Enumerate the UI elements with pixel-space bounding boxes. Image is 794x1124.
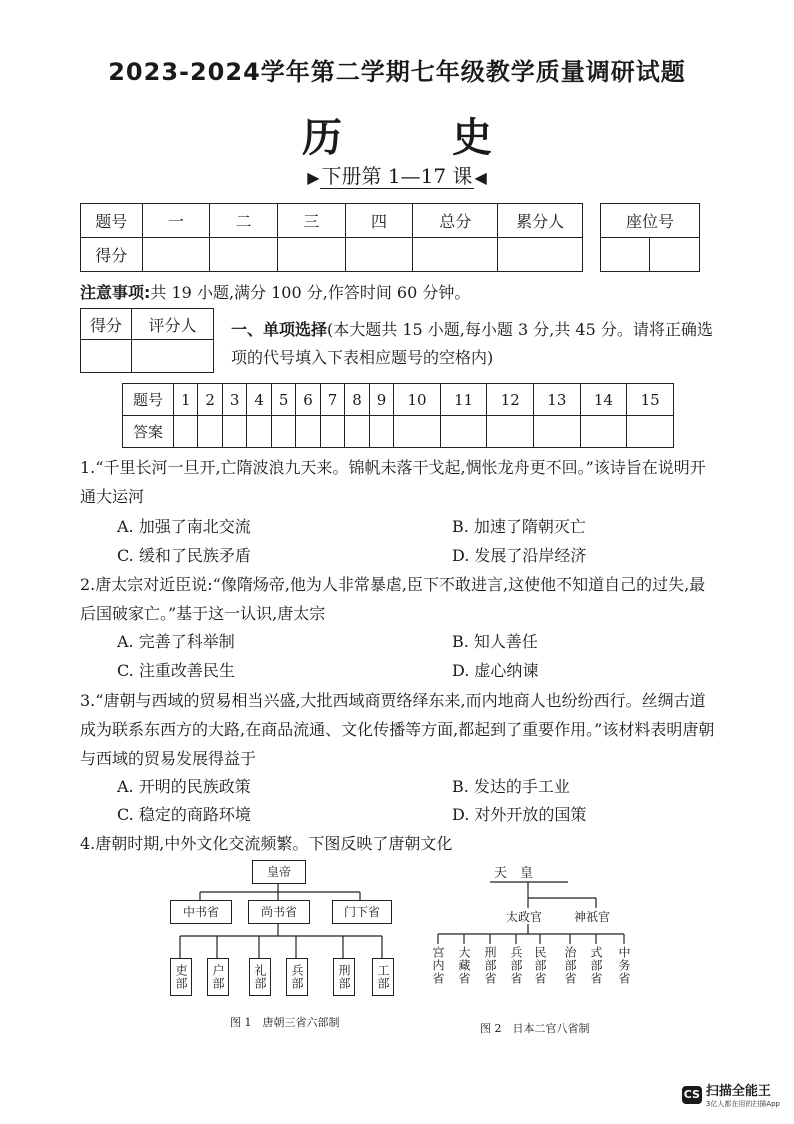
grader-name-label: 评分人 bbox=[132, 309, 214, 340]
scope-text: 下册第 1—17 课 bbox=[321, 164, 473, 188]
score-cell: 得分 bbox=[81, 238, 143, 272]
ministry-label: 中务省 bbox=[617, 946, 631, 985]
question-2 bbox=[80, 570, 720, 628]
option-b: B. 加速了隋朝灭亡 bbox=[452, 517, 586, 536]
subject-title: 历 史 bbox=[302, 114, 540, 161]
watermark-name: 扫描全能王 bbox=[705, 1084, 771, 1099]
answer-input-cell[interactable] bbox=[369, 416, 393, 448]
watermark-tagline: 3亿人都在用的扫描App bbox=[705, 1100, 780, 1108]
answer-number: 6 bbox=[296, 384, 320, 416]
answer-input-cell[interactable] bbox=[198, 416, 222, 448]
figure1-caption: 图 1 唐朝三省六部制 bbox=[230, 1016, 340, 1029]
score-cell: 一 bbox=[142, 204, 210, 238]
score-input-cell[interactable] bbox=[413, 238, 498, 272]
option-a: A. 开明的民族政策 bbox=[117, 777, 251, 796]
option-c: C. 注重改善民生 bbox=[117, 661, 235, 680]
emperor-box: 皇帝 bbox=[252, 860, 306, 884]
score-cell: 题号 bbox=[81, 204, 143, 238]
option-d: D. 虚心纳谏 bbox=[452, 661, 539, 680]
answer-input-row bbox=[123, 416, 674, 448]
grader-score-label: 得分 bbox=[81, 309, 132, 340]
option-c: C. 缓和了民族矛盾 bbox=[117, 546, 251, 565]
score-cell: 累分人 bbox=[498, 204, 583, 238]
ministry-box: 吏部 bbox=[170, 958, 192, 996]
dajokan-label: 太政官 bbox=[506, 910, 543, 924]
shangshu-box: 尚书省 bbox=[248, 900, 310, 924]
section-heading bbox=[231, 316, 721, 372]
option-b: B. 知人善任 bbox=[452, 632, 538, 651]
seat-input-cell[interactable] bbox=[601, 238, 650, 272]
exam-title: 2023-2024学年第二学期七年级教学质量调研试题 bbox=[108, 58, 686, 86]
option-a: A. 加强了南北交流 bbox=[117, 517, 251, 536]
question-stem: 2.唐太宗对近臣说:“像隋炀帝,他为人非常暴虐,臣下不敢进言,这使他不知道自己的过失,最后国破家亡。”基于这一认识,唐太宗 bbox=[80, 575, 706, 623]
score-cell: 四 bbox=[345, 204, 413, 238]
answer-row-label: 题号 bbox=[123, 384, 174, 416]
seat-label: 座位号 bbox=[601, 204, 700, 238]
score-table bbox=[80, 203, 583, 272]
section-desc: (本大题共 15 小题,每小题 3 分,共 45 分。请将正确选项的代号填入下表相应题号的空格内) bbox=[231, 320, 713, 367]
answer-input-cell[interactable] bbox=[440, 416, 487, 448]
ministry-box: 工部 bbox=[372, 958, 394, 996]
question-4 bbox=[80, 829, 720, 858]
answer-input-cell[interactable] bbox=[345, 416, 369, 448]
figure2-caption: 图 2 日本二官八省制 bbox=[480, 1022, 590, 1035]
score-input-cell[interactable] bbox=[277, 238, 345, 272]
score-input-cell[interactable] bbox=[210, 238, 278, 272]
answer-input-cell[interactable] bbox=[394, 416, 441, 448]
answer-input-cell[interactable] bbox=[627, 416, 674, 448]
answer-input-cell[interactable] bbox=[580, 416, 627, 448]
figure-tang-system bbox=[160, 858, 400, 1048]
answer-number: 15 bbox=[627, 384, 674, 416]
tenno-label: 天 皇 bbox=[494, 866, 534, 881]
answer-number: 2 bbox=[198, 384, 222, 416]
score-value-row bbox=[81, 238, 583, 272]
ministry-label: 大藏省 bbox=[457, 946, 471, 985]
grader-table bbox=[80, 308, 214, 373]
answer-input-cell[interactable] bbox=[320, 416, 344, 448]
figure-japan-system bbox=[428, 858, 648, 1048]
answer-number: 13 bbox=[534, 384, 581, 416]
answer-number: 5 bbox=[271, 384, 295, 416]
question-stem: 4.唐朝时期,中外文化交流频繁。下图反映了唐朝文化 bbox=[80, 834, 453, 853]
answer-number: 10 bbox=[394, 384, 441, 416]
ministry-box: 礼部 bbox=[249, 958, 271, 996]
ministry-label: 兵部省 bbox=[509, 946, 523, 985]
answer-number-row bbox=[123, 384, 674, 416]
menxia-box: 门下省 bbox=[332, 900, 392, 924]
answer-input-cell[interactable] bbox=[487, 416, 534, 448]
ministry-label: 式部省 bbox=[589, 946, 603, 985]
score-input-cell[interactable] bbox=[498, 238, 583, 272]
option-a: A. 完善了科举制 bbox=[117, 632, 235, 651]
notice-text: 共 19 小题,满分 100 分,作答时间 60 分钟。 bbox=[150, 283, 471, 302]
score-header-row bbox=[81, 204, 583, 238]
answer-number: 14 bbox=[580, 384, 627, 416]
scanner-watermark bbox=[682, 1080, 780, 1109]
score-input-cell[interactable] bbox=[345, 238, 413, 272]
answer-number: 7 bbox=[320, 384, 344, 416]
answer-number: 1 bbox=[174, 384, 198, 416]
answer-number: 12 bbox=[487, 384, 534, 416]
answer-input-cell[interactable] bbox=[534, 416, 581, 448]
option-d: D. 发展了沿岸经济 bbox=[452, 546, 587, 565]
ministry-label: 民部省 bbox=[533, 946, 547, 985]
section-title: 一、单项选择 bbox=[231, 320, 328, 339]
question-3 bbox=[80, 686, 720, 773]
answer-row-label: 答案 bbox=[123, 416, 174, 448]
ministry-label: 宫内省 bbox=[431, 946, 445, 985]
option-b: B. 发达的手工业 bbox=[452, 777, 570, 796]
option-d: D. 对外开放的国策 bbox=[452, 805, 587, 824]
ministry-box: 兵部 bbox=[286, 958, 308, 996]
ministry-label: 刑部省 bbox=[483, 946, 497, 985]
ministry-box: 户部 bbox=[207, 958, 229, 996]
score-input-cell[interactable] bbox=[142, 238, 210, 272]
option-c: C. 稳定的商路环境 bbox=[117, 805, 251, 824]
score-cell: 总分 bbox=[413, 204, 498, 238]
left-triangle-icon: ◀ bbox=[474, 168, 487, 187]
score-cell: 二 bbox=[210, 204, 278, 238]
camscanner-icon: CS bbox=[682, 1086, 702, 1104]
answer-number: 8 bbox=[345, 384, 369, 416]
answer-number: 11 bbox=[440, 384, 487, 416]
question-stem: 1.“千里长河一旦开,亡隋波浪九天来。锦帆未落干戈起,惆怅龙舟更不回。”该诗旨在说明开通大运河 bbox=[80, 458, 706, 506]
answer-input-cell[interactable] bbox=[222, 416, 246, 448]
notice-label: 注意事项: bbox=[80, 283, 151, 302]
jingikan-label: 神祇官 bbox=[574, 910, 611, 924]
answer-table bbox=[122, 383, 674, 448]
ministry-label: 治部省 bbox=[563, 946, 577, 985]
answer-number: 4 bbox=[247, 384, 271, 416]
answer-input-cell[interactable] bbox=[247, 416, 271, 448]
answer-input-cell[interactable] bbox=[271, 416, 295, 448]
grader-input-cell[interactable] bbox=[81, 340, 132, 373]
notice bbox=[80, 280, 470, 303]
right-triangle-icon: ▶ bbox=[307, 168, 320, 187]
seat-input-cell[interactable] bbox=[650, 238, 700, 272]
score-cell: 三 bbox=[277, 204, 345, 238]
question-stem: 3.“唐朝与西域的贸易相当兴盛,大批西域商贾络绎东来,而内地商人也纷纷西行。丝绸古道成为联系东西方的大路,在商品流通、文化传播等方面,都起到了重要作用。”该材料表明唐朝与西域的贸易发展得益于 bbox=[80, 691, 715, 768]
answer-input-cell[interactable] bbox=[296, 416, 320, 448]
zhongshu-box: 中书省 bbox=[170, 900, 232, 924]
ministry-box: 刑部 bbox=[333, 958, 355, 996]
answer-number: 9 bbox=[369, 384, 393, 416]
grader-input-cell[interactable] bbox=[132, 340, 214, 373]
answer-input-cell[interactable] bbox=[174, 416, 198, 448]
seat-table bbox=[600, 203, 700, 272]
question-1 bbox=[80, 453, 720, 511]
answer-number: 3 bbox=[222, 384, 246, 416]
lesson-scope bbox=[0, 160, 794, 189]
